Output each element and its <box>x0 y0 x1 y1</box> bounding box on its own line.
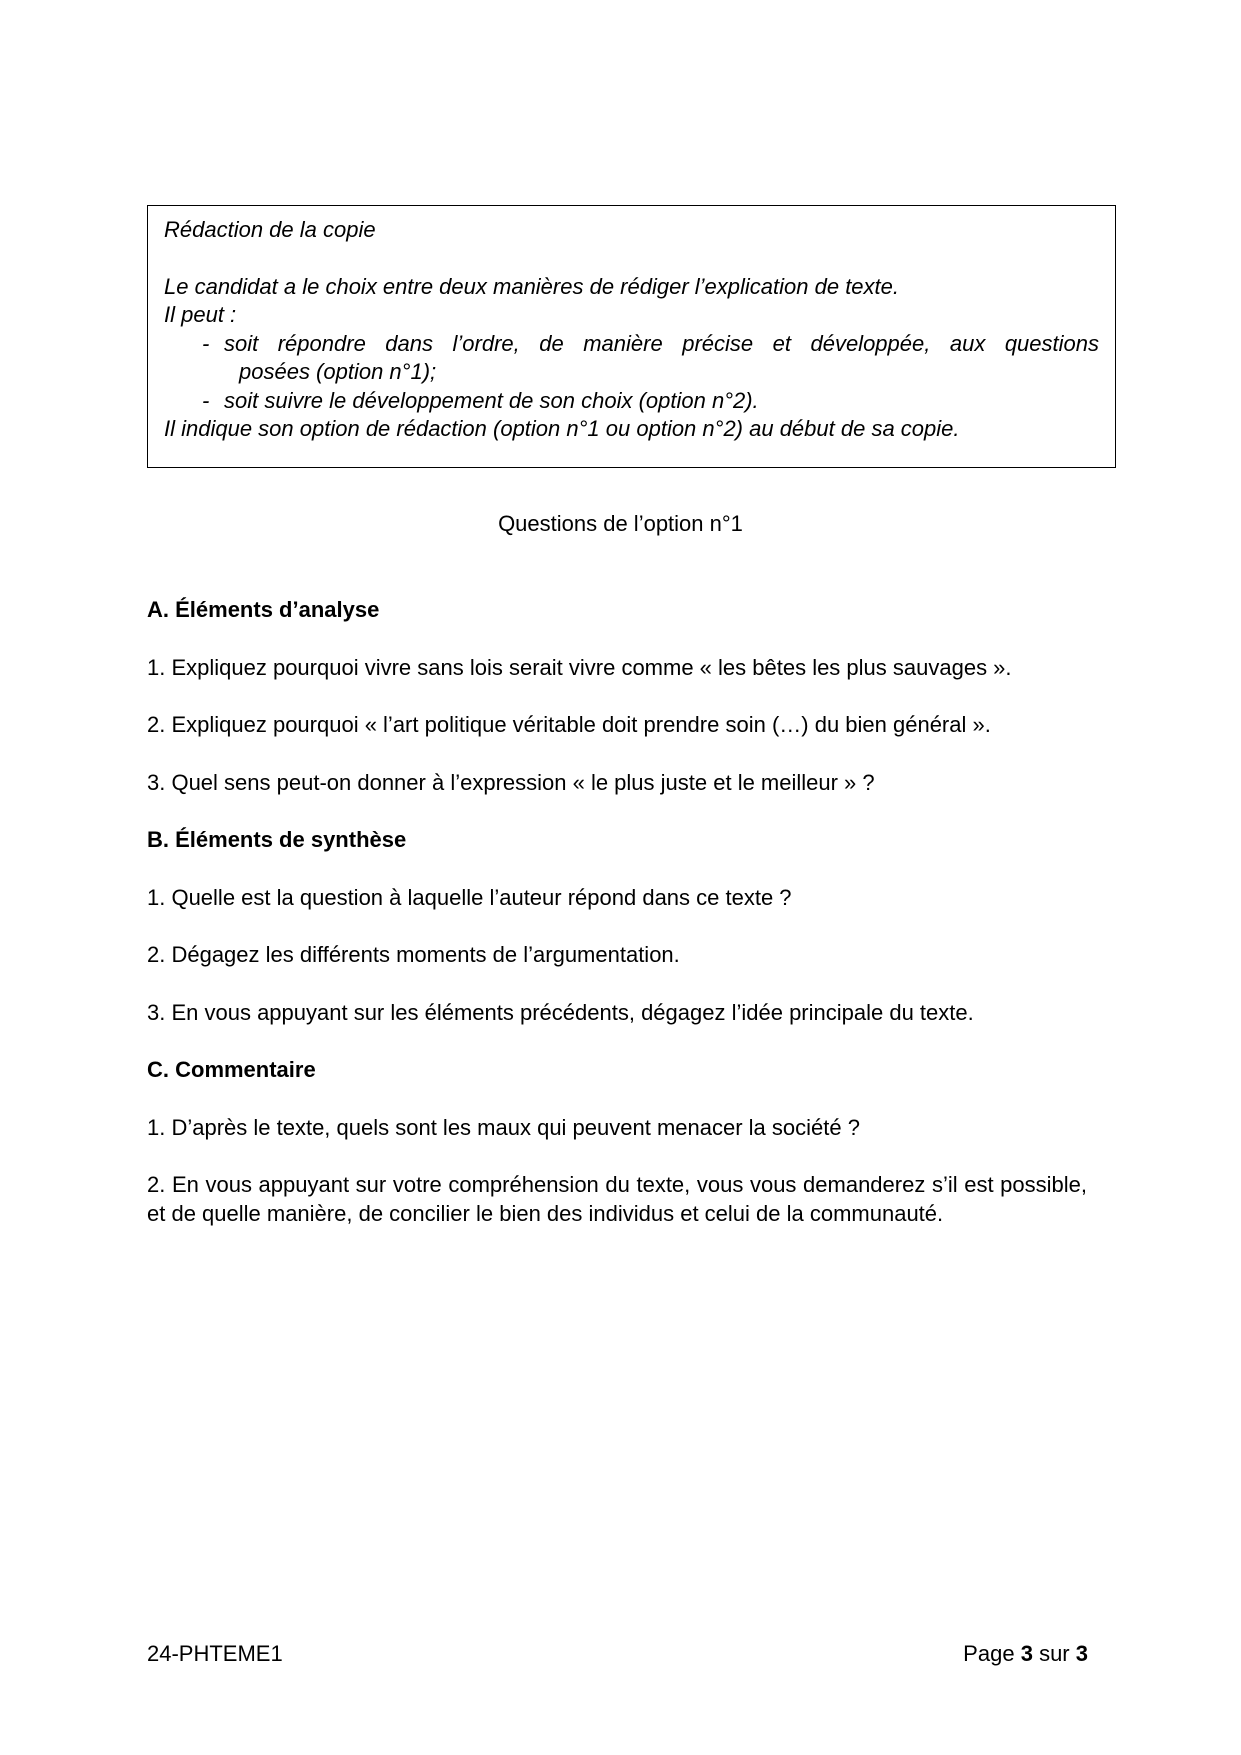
question-b1: 1. Quelle est la question à laquelle l’auteur répond dans ce texte ? <box>147 884 792 910</box>
page-number <box>963 1640 1088 1669</box>
section-heading-commentaire: C. Commentaire <box>147 1057 316 1082</box>
dash-bullet: - <box>202 330 210 356</box>
exam-code: 24-PHTEME1 <box>147 1641 283 1666</box>
question-c1: 1. D’après le texte, quels sont les maux qui peuvent menacer la société ? <box>147 1114 860 1140</box>
section-heading-synthese: B. Éléments de synthèse <box>147 827 407 852</box>
page-total: 3 <box>1075 1641 1088 1666</box>
dash-bullet: - <box>202 387 210 413</box>
instructions-box <box>147 205 1116 468</box>
option-1-continuation: posées (option n°1); <box>239 359 437 384</box>
box-title: Rédaction de la copie <box>164 217 376 242</box>
box-intro: Le candidat a le choix entre deux manières de rédiger l’explication de texte. <box>164 273 900 299</box>
options-title: Questions de l’option n°1 <box>498 511 743 536</box>
option-1-first-line: soit répondre dans l’ordre, de manière précise et développée, aux questions <box>224 330 1099 356</box>
page-current: 3 <box>1020 1641 1033 1666</box>
option-2-text: soit suivre le développement de son choix (option n°2). <box>224 387 759 413</box>
section-heading-analyse: A. Éléments d’analyse <box>147 597 380 622</box>
question-b3: 3. En vous appuyant sur les éléments précédents, dégagez l’idée principale du texte. <box>147 999 974 1025</box>
page-prefix: Page <box>963 1641 1015 1666</box>
option-item-2 <box>164 387 1099 416</box>
question-b2: 2. Dégagez les différents moments de l’argumentation. <box>147 942 680 967</box>
question-a2: 2. Expliquez pourquoi « l’art politique véritable doit prendre soin (…) du bien général ». <box>147 712 991 737</box>
question-a1: 1. Expliquez pourquoi vivre sans lois serait vivre comme « les bêtes les plus sauvages ». <box>147 654 1012 680</box>
page-separator: sur <box>1039 1641 1070 1666</box>
box-lead: Il peut : <box>164 302 237 327</box>
question-a3: 3. Quel sens peut-on donner à l’expression « le plus juste et le meilleur » ? <box>147 769 875 795</box>
box-closing: Il indique son option de rédaction (option n°1 ou option n°2) au début de sa copie. <box>164 416 960 441</box>
option-item-1 <box>164 330 1099 387</box>
question-c2: 2. En vous appuyant sur votre compréhension du texte, vous vous demanderez s’il est possible, et de quelle manière, de concilier le bien des individus et celui de la communauté. <box>147 1172 1087 1226</box>
option-list <box>164 330 1099 416</box>
questions-content <box>147 596 1087 1228</box>
